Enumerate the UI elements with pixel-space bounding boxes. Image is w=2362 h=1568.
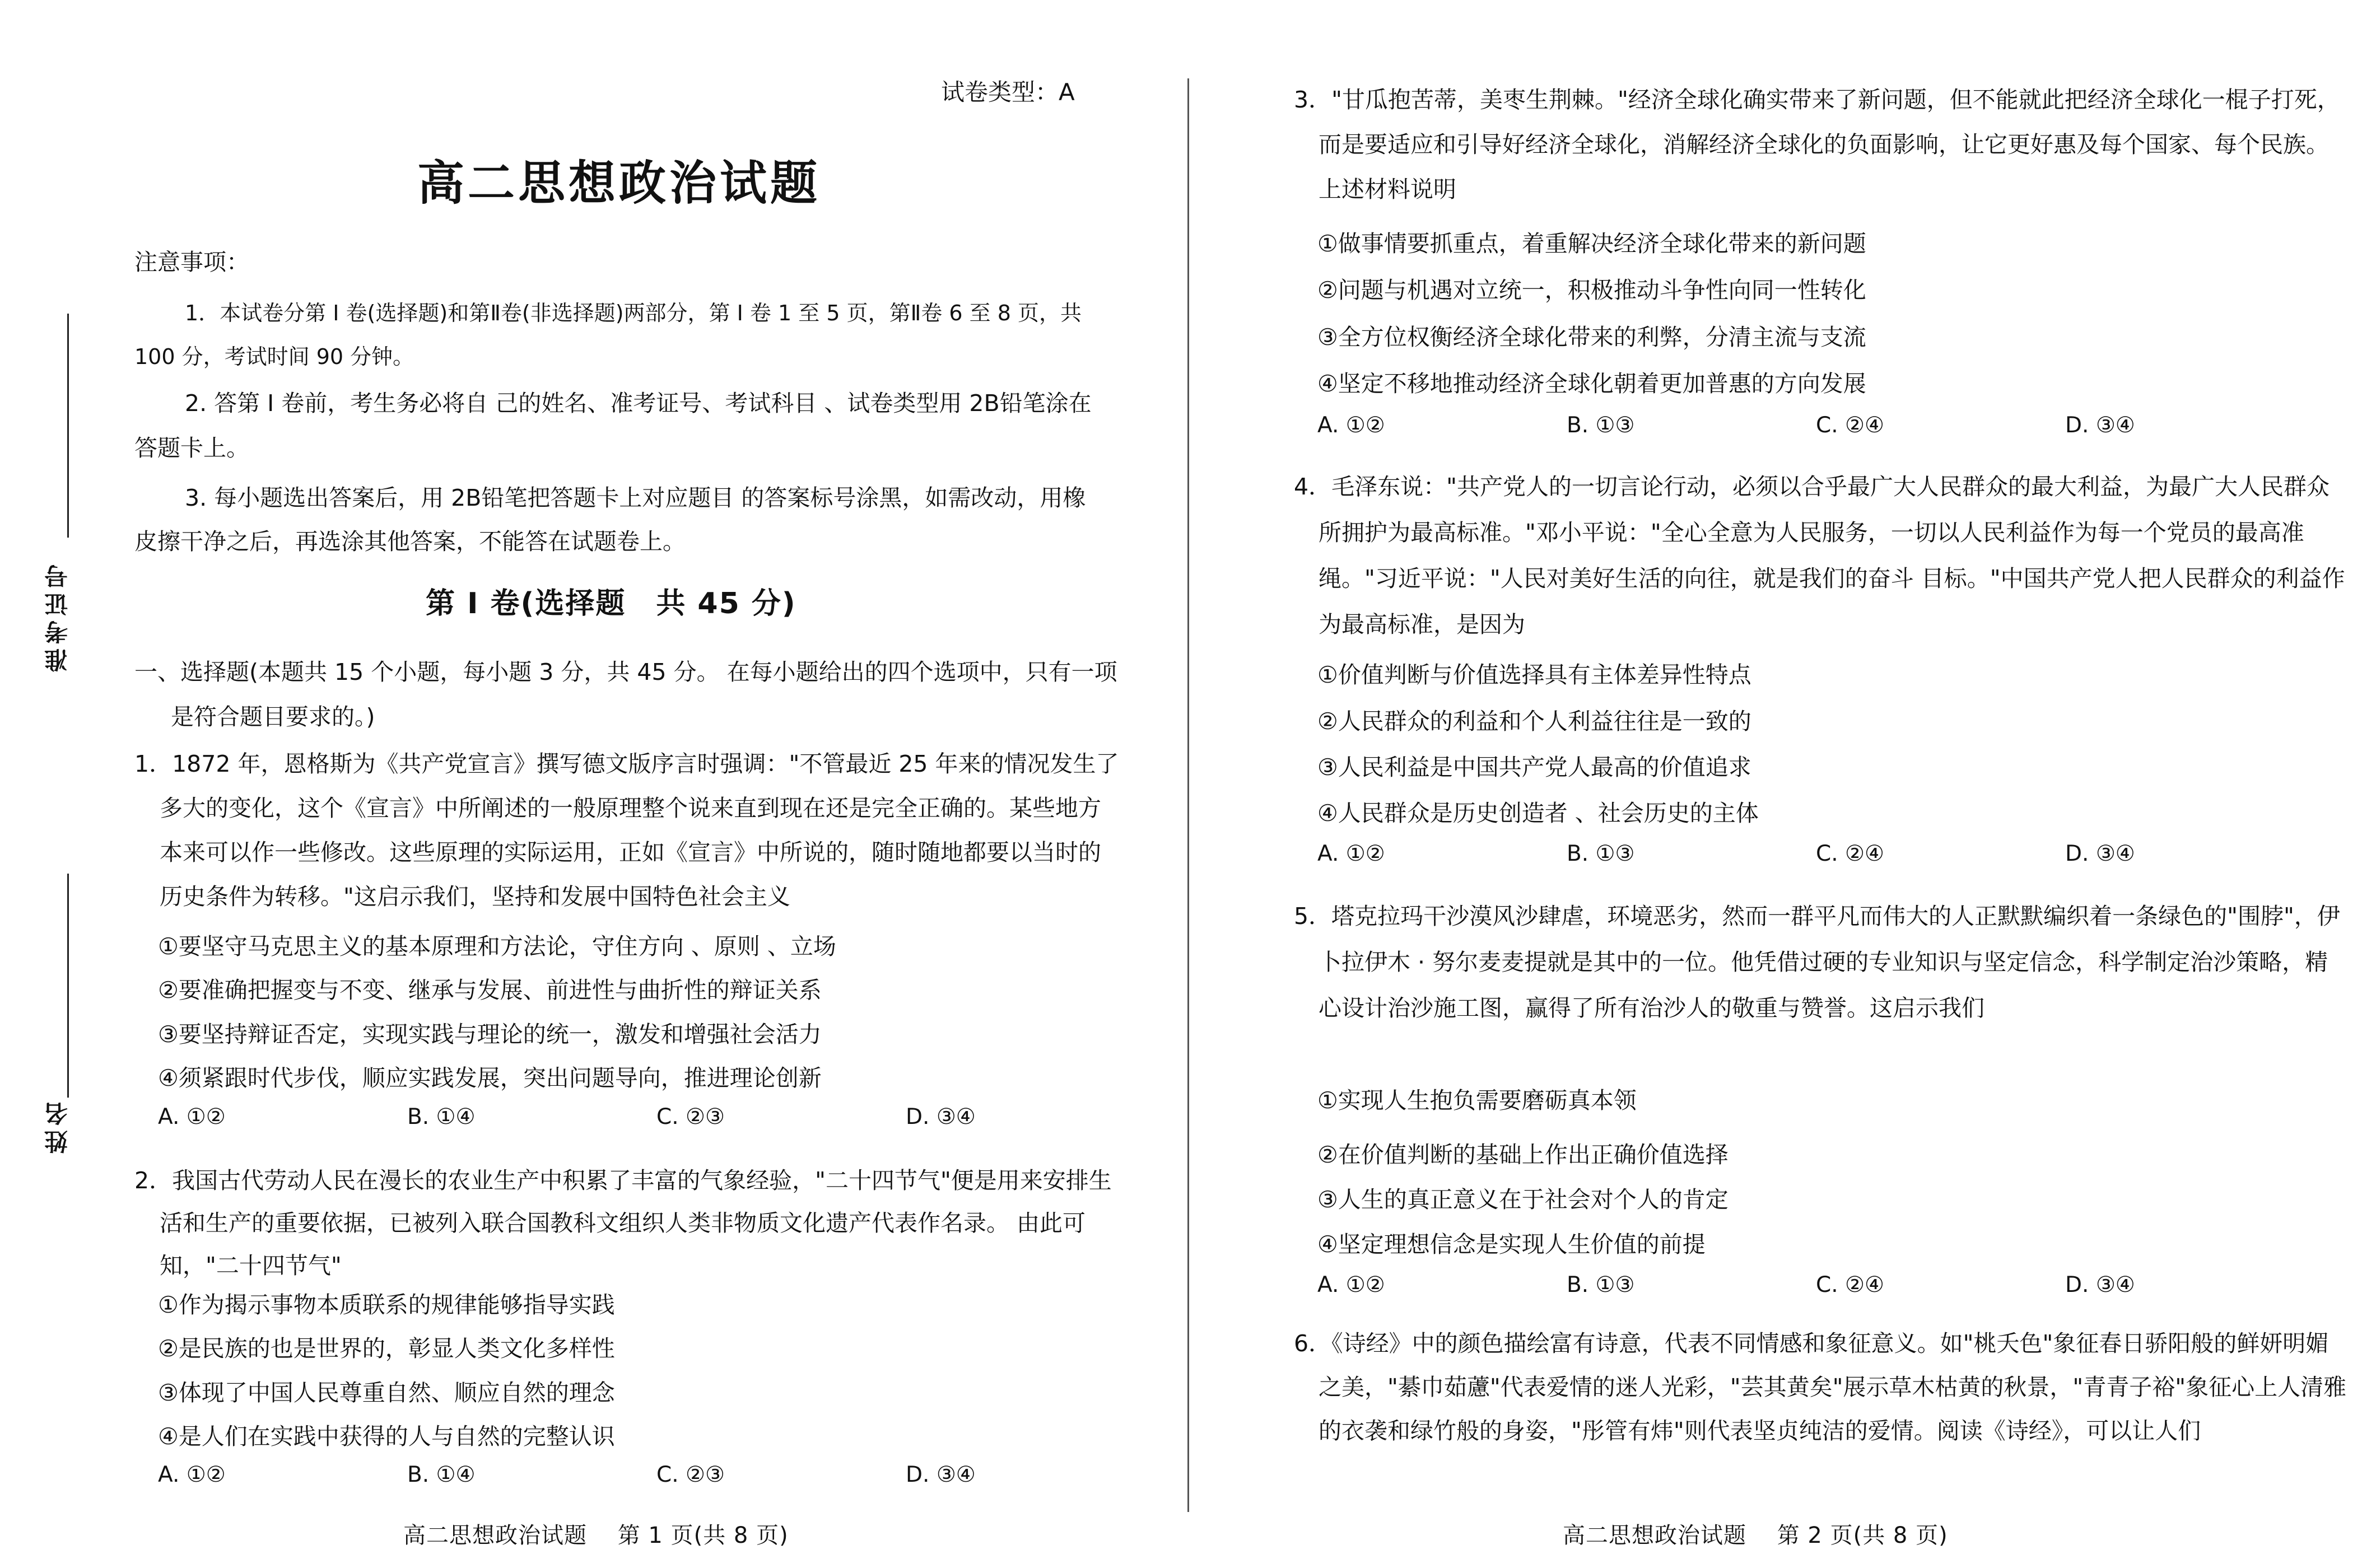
question-1-item-3: ③要坚持辩证否定，实现实践与理论的统一，激发和增强社会活力 xyxy=(158,1021,822,1048)
page-title: 高二思想政治试题 xyxy=(417,156,821,211)
page-footer: 高二思想政治试题 第 2 页(共 8 页) xyxy=(1563,1523,1948,1548)
question-2-item-4: ④是人们在实践中获得的人与自然的完整认识 xyxy=(158,1423,615,1450)
notice-item-2: 2. 答第 Ⅰ 卷前，考生务必将自 己的姓名、准考证号、考试科目 、试卷类型用 2B铅笔涂在答题卡上。 xyxy=(134,390,1092,461)
option-b: B. ①④ xyxy=(407,1462,476,1487)
option-d: D. ③④ xyxy=(906,1462,976,1487)
question-4-item-1: ①价值判断与价值选择具有主体差异性特点 xyxy=(1317,661,1751,688)
option-b: B. ①③ xyxy=(1567,413,1635,438)
option-a: A. ①② xyxy=(1317,1272,1385,1298)
question-5-item-3: ③人生的真正意义在于社会对个人的肯定 xyxy=(1317,1186,1729,1213)
question-4-item-2: ②人民群众的利益和个人利益往往是一致的 xyxy=(1317,708,1751,735)
question-1-options xyxy=(158,1100,1155,1134)
admission-number-label: 准考证号 xyxy=(44,560,71,672)
question-3-item-3: ③全方位权衡经济全球化带来的利弊，分清主流与支流 xyxy=(1317,324,1866,351)
question-4-item-3: ③人民利益是中国共产党人最高的价值追求 xyxy=(1317,754,1751,781)
name-label: 姓名 xyxy=(44,1098,71,1154)
question-3-item-1: ①做事情要抓重点，着重解决经济全球化带来的新问题 xyxy=(1317,230,1866,257)
question-5-item-1: ①实现人生抱负需要磨砺真本领 xyxy=(1317,1087,1637,1114)
paper-type: 试卷类型：A xyxy=(941,78,1075,106)
question-2-item-3: ③体现了中国人民尊重自然、顺应自然的理念 xyxy=(158,1379,615,1406)
option-b: B. ①③ xyxy=(1567,841,1635,866)
option-d: D. ③④ xyxy=(2065,841,2135,866)
question-5-item-2: ②在价值判断的基础上作出正确价值选择 xyxy=(1317,1141,1729,1168)
question-1-stem: 1．1872 年，恩格斯为《共产党宣言》撰写德文版序言时强调："不管最近 25 年来的情况发生了多大的变化，这个《宣言》中所阐述的一般原理整个说来直到现在还是完全正确的。某些地方本来可以作一些修改。这些原理的实际运用，正如《宣言》中所说的，随时随地都要以当时的历史条件为转移。"这启示我们，坚持和发展中国特色社会主义 xyxy=(134,750,1119,910)
option-c: C. ②④ xyxy=(1816,841,1884,866)
question-3-item-4: ④坚定不移地推动经济全球化朝着更加普惠的方向发展 xyxy=(1317,370,1866,397)
question-2-item-2: ②是民族的也是世界的，彰显人类文化多样性 xyxy=(158,1335,615,1362)
question-4-options xyxy=(1317,837,2314,871)
question-2-stem: 2．我国古代劳动人民在漫长的农业生产中积累了丰富的气象经验，"二十四节气"便是用来安排生活和生产的重要依据，已被列入联合国教科文组织人类非物质文化遗产代表作名录。 由此可知，"二十四节气" xyxy=(134,1167,1112,1279)
question-4-stem: 4．毛泽东说："共产党人的一切言论行动，必须以合乎最广大人民群众的最大利益，为最广大人民群众所拥护为最高标准。"邓小平说："全心全意为人民服务，一切以人民利益作为每一个党员的最高准绳。"习近平说："人民对美好生活的向往，就是我们的奋斗 目标。"中国共产党人把人民群众的利益作为最高标准，是因为 xyxy=(1294,473,2345,638)
notice-heading: 注意事项： xyxy=(134,249,249,276)
question-6-stem: 6．《诗经》中的颜色描绘富有诗意，代表不同情感和象征意义。如"桃夭色"象征春日骄阳般的鲜妍明媚之美，"綦巾茹藘"代表爱情的迷人光彩，"芸其黄矣"展示草木枯黄的秋景，"青青子裕"象征心上人清雅的衣袭和绿竹般的身姿，"彤管有炜"则代表坚贞纯洁的爱情。阅读《诗经》，可以让人们 xyxy=(1294,1330,2347,1444)
option-c: C. ②④ xyxy=(1816,1272,1884,1298)
option-b: B. ①④ xyxy=(407,1104,476,1130)
question-1-item-4: ④须紧跟时代步伐，顺应实践发展，突出问题导向，推进理论创新 xyxy=(158,1065,822,1091)
option-c: C. ②③ xyxy=(656,1462,725,1487)
exam-page-2 xyxy=(1187,0,2362,1568)
option-d: D. ③④ xyxy=(2065,1272,2135,1298)
question-3-options xyxy=(1317,409,2314,442)
option-a: A. ①② xyxy=(158,1104,226,1130)
option-b: B. ①③ xyxy=(1567,1272,1635,1298)
question-5-stem: 5．塔克拉玛干沙漠风沙肆虐，环境恶劣，然而一群平凡而伟大的人正默默编织着一条绿色的"围脖"，伊 卜拉伊木 · 努尔麦麦提就是其中的一位。他凭借过硬的专业知识与坚定信念，科学制定治沙策略，精心设计治沙施工图，赢得了所有治沙人的敬重与赞誉。这启示我们 xyxy=(1294,903,2340,1021)
option-a: A. ①② xyxy=(158,1462,226,1487)
question-5-options xyxy=(1317,1268,2314,1302)
question-2-item-1: ①作为揭示事物本质联系的规律能够指导实践 xyxy=(158,1291,615,1318)
section-intro: 一、选择题(本题共 15 个小题，每小题 3 分，共 45 分。 在每小题给出的四个选项中，只有一项是符合题目要求的。) xyxy=(134,659,1117,730)
option-a: A. ①② xyxy=(1317,413,1385,438)
question-1-item-1: ①要坚守马克思主义的基本原理和方法论，守住方向 、原则 、立场 xyxy=(158,933,836,960)
question-3-stem: 3．"甘瓜抱苦蒂，美枣生荆棘。"经济全球化确实带来了新问题，但不能就此把经济全球化一棍子打死，而是要适应和引导好经济全球化，消解经济全球化的负面影响，让它更好惠及每个国家、每个民族。上述材料说明 xyxy=(1294,86,2340,203)
notice-item-3: 3. 每小题选出答案后，用 2B铅笔把答题卡上对应题目 的答案标号涂黑，如需改动，用橡皮擦干净之后，再选涂其他答案，不能答在试题卷上。 xyxy=(134,484,1086,555)
page-footer: 高二思想政治试题 第 1 页(共 8 页) xyxy=(403,1523,789,1548)
question-2-options xyxy=(158,1458,1155,1492)
option-d: D. ③④ xyxy=(2065,413,2135,438)
question-4-item-4: ④人民群众是历史创造者 、社会历史的主体 xyxy=(1317,800,1759,827)
option-c: C. ②③ xyxy=(656,1104,725,1130)
question-1-item-2: ②要准确把握变与不变、继承与发展、前进性与曲折性的辩证关系 xyxy=(158,977,822,1004)
notice-item-1: 1．本试卷分第 Ⅰ 卷(选择题)和第Ⅱ卷(非选择题)两部分，第 Ⅰ 卷 1 至 5 页，第Ⅱ卷 6 至 8 页，共 100 分，考试时间 90 分钟。 xyxy=(134,301,1082,369)
section-title: 第 Ⅰ 卷(选择题 共 45 分) xyxy=(426,587,796,620)
question-3-item-2: ②问题与机遇对立统一，积极推动斗争性向同一性转化 xyxy=(1317,277,1866,304)
option-a: A. ①② xyxy=(1317,841,1385,866)
option-c: C. ②④ xyxy=(1816,413,1884,438)
question-5-item-4: ④坚定理想信念是实现人生价值的前提 xyxy=(1317,1231,1706,1258)
option-d: D. ③④ xyxy=(906,1104,976,1130)
